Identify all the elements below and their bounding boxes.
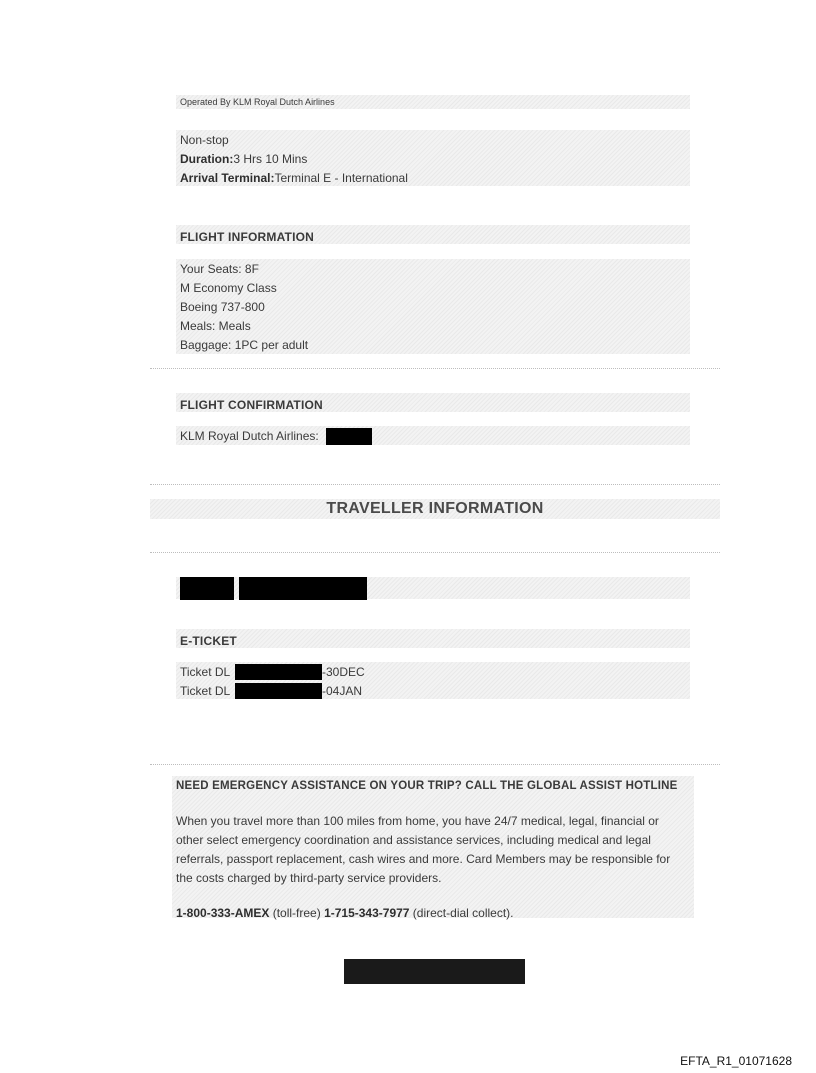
emergency-body-line: referrals, passport replacement, cash wires and more. Card Members may be responsible for (176, 852, 671, 866)
divider-1 (150, 368, 720, 369)
arrival-terminal-value: Terminal E - International (274, 171, 408, 185)
ticket-row (180, 663, 230, 682)
emergency-phone-line (176, 904, 514, 923)
duration-text (180, 150, 307, 169)
arrival-terminal-text (180, 169, 408, 188)
confirmation-airline-label: KLM Royal Dutch Airlines: (180, 429, 319, 443)
bottom-redaction (344, 959, 525, 984)
divider-2 (150, 484, 720, 485)
eticket-heading-band (176, 629, 690, 648)
arrival-terminal-label: Arrival Terminal: (180, 171, 275, 185)
baggage-line: Baggage: 1PC per adult (180, 338, 309, 352)
emergency-body-line: When you travel more than 100 miles from home, you have 24/7 medical, legal, financial or (176, 814, 659, 828)
flight-confirmation-heading: FLIGHT CONFIRMATION (180, 398, 323, 412)
phone-toll-free[interactable]: 1-800-333-AMEX (176, 906, 270, 920)
traveller-title-redaction (180, 577, 234, 600)
duration-label: Duration: (180, 152, 234, 166)
ticket-suffix: -04JAN (322, 684, 363, 698)
document-id: EFTA_R1_01071628 (680, 1054, 792, 1068)
ticket-row (180, 682, 230, 701)
traveller-name-redaction (239, 577, 367, 600)
aircraft-line: Boeing 737-800 (180, 300, 265, 314)
ticket-number-redaction (235, 664, 322, 680)
seat-line: Your Seats: 8F (180, 262, 259, 276)
divider-3 (150, 552, 720, 553)
phone-direct-dial[interactable]: 1-715-343-7977 (324, 906, 410, 920)
ticket-prefix: Ticket DL (180, 684, 231, 698)
phone-toll-free-note: (toll-free) (269, 906, 325, 920)
ticket-suffix: -30DEC (322, 665, 365, 679)
traveller-information-heading: TRAVELLER INFORMATION (326, 500, 544, 517)
emergency-body-line: other select emergency coordination and assistance services, including medical and legal (176, 833, 651, 847)
flight-information-heading: FLIGHT INFORMATION (180, 230, 315, 244)
ticket-prefix: Ticket DL (180, 665, 231, 679)
operated-by-text: Operated By KLM Royal Dutch Airlines (180, 97, 335, 107)
eticket-heading: E-TICKET (180, 634, 237, 648)
emergency-heading: NEED EMERGENCY ASSISTANCE ON YOUR TRIP? CALL THE GLOBAL ASSIST HOTLINE (176, 780, 678, 792)
emergency-body-line: the costs charged by third-party service providers. (176, 871, 442, 885)
stops-text: Non-stop (180, 133, 229, 147)
confirmation-code-redaction (326, 428, 372, 445)
phone-direct-dial-note: (direct-dial collect). (409, 906, 514, 920)
divider-4 (150, 764, 720, 765)
meals-line: Meals: Meals (180, 319, 251, 333)
class-line: M Economy Class (180, 281, 277, 295)
duration-value: 3 Hrs 10 Mins (233, 152, 308, 166)
ticket-number-redaction (235, 683, 322, 699)
